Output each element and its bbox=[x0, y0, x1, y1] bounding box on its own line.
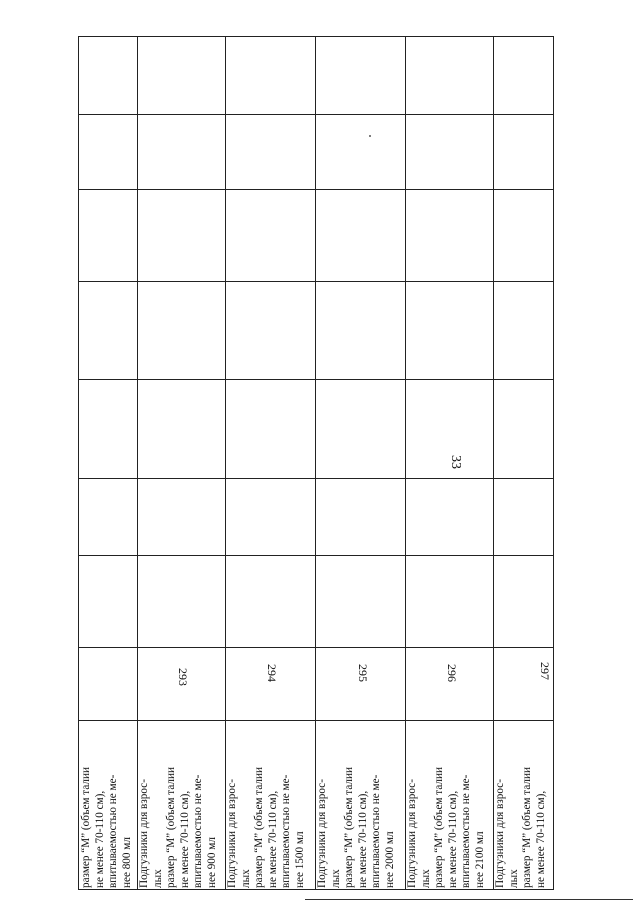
column-divider bbox=[79, 555, 553, 556]
page-number: 33 bbox=[448, 455, 463, 469]
column-divider bbox=[79, 478, 553, 479]
row-number: 297 bbox=[538, 662, 552, 680]
row-number: 296 bbox=[445, 664, 459, 682]
row-description: Подгузники для взрос- лых размер “M” (объем талии не менее 70-110 см), впитываемостью не ме- нее 2100 мл bbox=[406, 767, 486, 888]
row-number: 295 bbox=[356, 664, 370, 682]
row-description: Подгузники для взрос- лых размер “M” (объем талии не менее 70-110 см), bbox=[494, 767, 547, 888]
row-description: Подгузники для взрос- лых размер “M” (объем талии не менее 70-110 см), впитываемостью не ме- нее 2000 мл bbox=[316, 767, 396, 888]
rotated-table bbox=[78, 36, 554, 890]
scan-speck bbox=[369, 135, 371, 137]
column-divider bbox=[79, 281, 553, 282]
row-description: размер “M” (объем талии не менее 70-110 см), впитываемостью не ме- нее 800 мл bbox=[80, 767, 133, 888]
column-divider bbox=[79, 189, 553, 190]
row-description: Подгузники для взрос- лых размер “M” (объем талии не менее 70-110 см), впитываемостью не ме- нее 900 мл bbox=[138, 767, 218, 888]
column-divider bbox=[79, 379, 553, 380]
column-divider bbox=[79, 114, 553, 115]
row-number: 293 bbox=[176, 668, 190, 686]
row-number: 294 bbox=[265, 664, 279, 682]
scan-edge-line bbox=[305, 899, 633, 900]
column-divider bbox=[79, 647, 553, 648]
row-description: Подгузники для взрос- лых размер “M” (объем талии не менее 70-110 см), впитываемостью не ме- нее 1500 мл bbox=[226, 767, 306, 888]
